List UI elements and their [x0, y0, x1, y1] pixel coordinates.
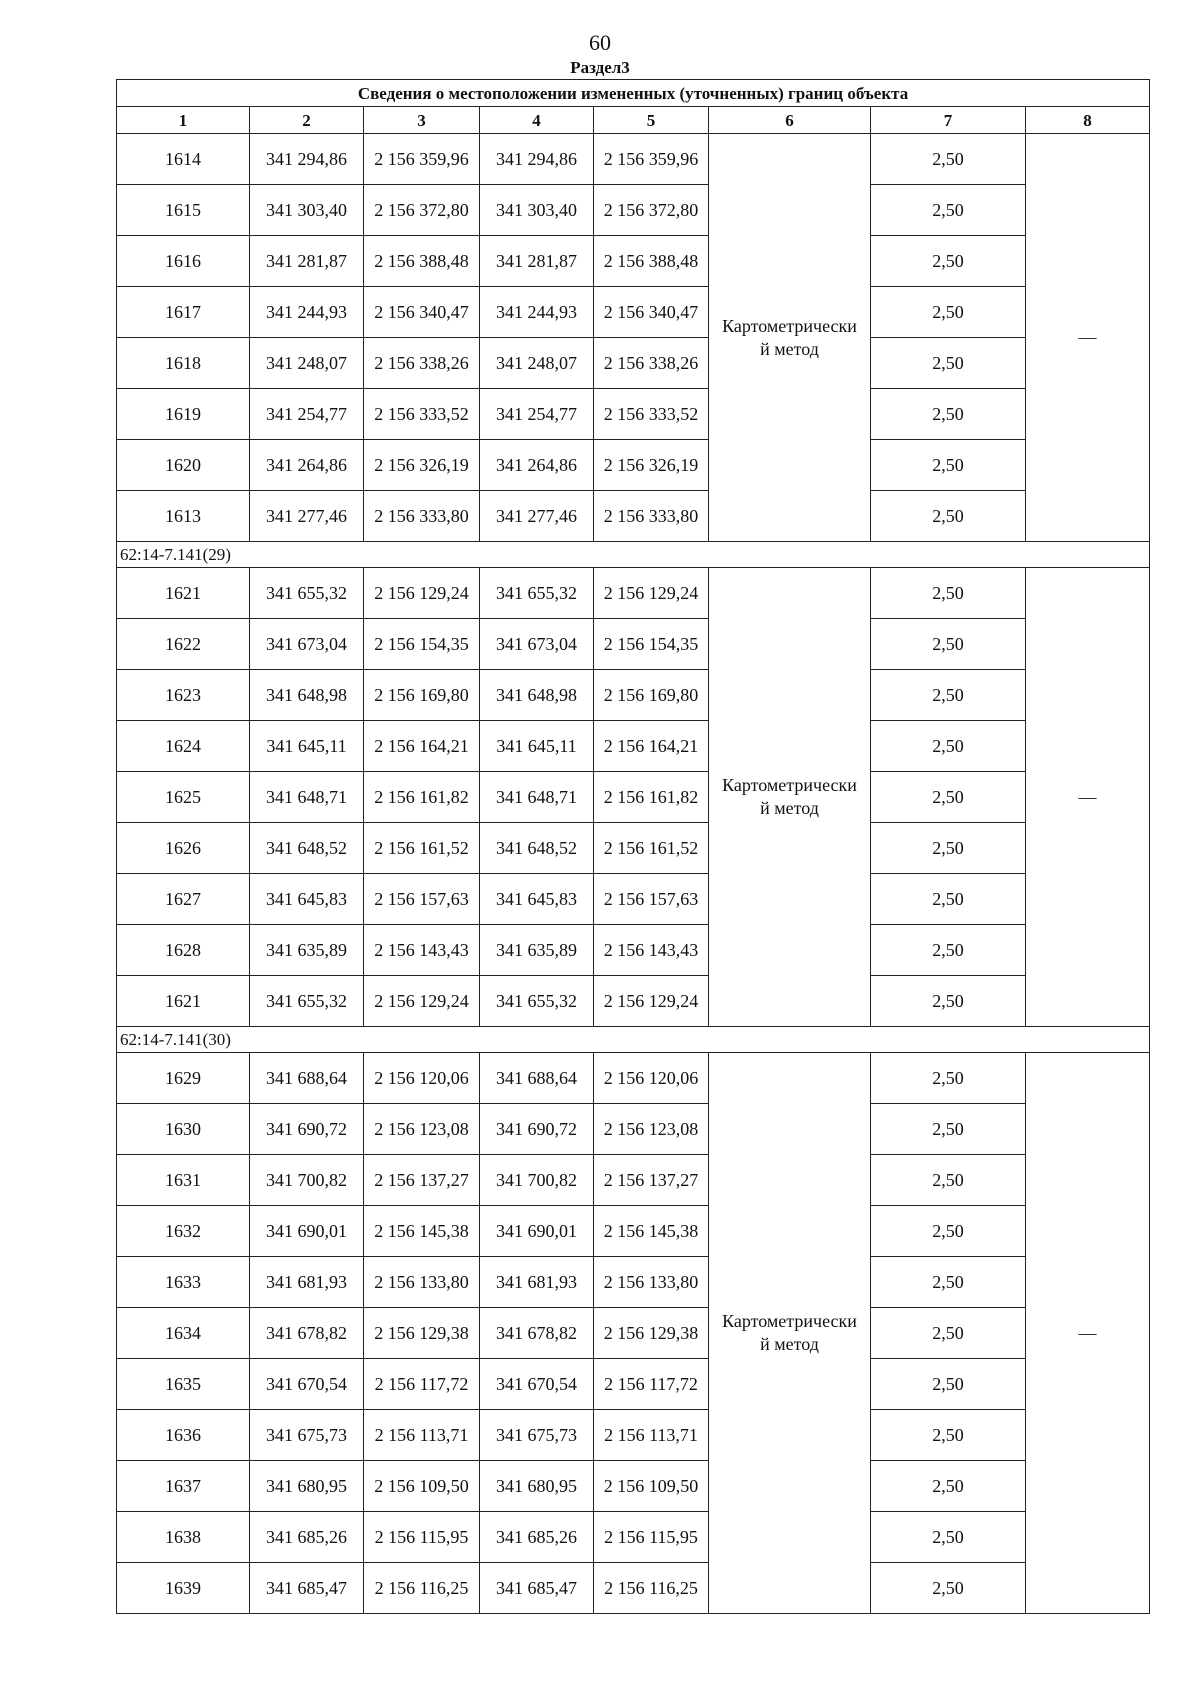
- y-new-cell: 2 156 333,52: [594, 389, 709, 440]
- accuracy-cell: 2,50: [871, 440, 1026, 491]
- point-number-cell: 1629: [117, 1053, 250, 1104]
- column-header-1: 1: [117, 107, 250, 134]
- column-header-7: 7: [871, 107, 1026, 134]
- y-existing-cell: 2 156 333,52: [364, 389, 480, 440]
- y-new-cell: 2 156 145,38: [594, 1206, 709, 1257]
- x-existing-cell: 341 675,73: [250, 1410, 364, 1461]
- y-existing-cell: 2 156 109,50: [364, 1461, 480, 1512]
- x-existing-cell: 341 685,26: [250, 1512, 364, 1563]
- table-row: [117, 670, 1150, 721]
- table-row: [117, 1206, 1150, 1257]
- x-new-cell: 341 635,89: [480, 925, 594, 976]
- table-row: [117, 874, 1150, 925]
- y-existing-cell: 2 156 372,80: [364, 185, 480, 236]
- accuracy-cell: 2,50: [871, 389, 1026, 440]
- point-number-cell: 1626: [117, 823, 250, 874]
- accuracy-cell: 2,50: [871, 925, 1026, 976]
- point-number-cell: 1613: [117, 491, 250, 542]
- y-new-cell: 2 156 338,26: [594, 338, 709, 389]
- y-new-cell: 2 156 113,71: [594, 1410, 709, 1461]
- accuracy-cell: 2,50: [871, 1257, 1026, 1308]
- x-new-cell: 341 680,95: [480, 1461, 594, 1512]
- point-number-cell: 1633: [117, 1257, 250, 1308]
- accuracy-cell: 2,50: [871, 619, 1026, 670]
- x-existing-cell: 341 700,82: [250, 1155, 364, 1206]
- x-new-cell: 341 700,82: [480, 1155, 594, 1206]
- y-new-cell: 2 156 116,25: [594, 1563, 709, 1614]
- method-text-line: Картометрически: [722, 315, 857, 336]
- x-new-cell: 341 678,82: [480, 1308, 594, 1359]
- table-row: [117, 1104, 1150, 1155]
- table-row: [117, 287, 1150, 338]
- table-row: [117, 1512, 1150, 1563]
- x-new-cell: 341 648,71: [480, 772, 594, 823]
- accuracy-cell: 2,50: [871, 1206, 1026, 1257]
- group-label: 62:14-7.141(30): [117, 1027, 1150, 1053]
- accuracy-cell: 2,50: [871, 1053, 1026, 1104]
- accuracy-cell: 2,50: [871, 236, 1026, 287]
- accuracy-cell: 2,50: [871, 185, 1026, 236]
- x-new-cell: 341 294,86: [480, 134, 594, 185]
- y-new-cell: 2 156 157,63: [594, 874, 709, 925]
- x-existing-cell: 341 690,01: [250, 1206, 364, 1257]
- y-new-cell: 2 156 109,50: [594, 1461, 709, 1512]
- y-existing-cell: 2 156 359,96: [364, 134, 480, 185]
- table-row: [117, 823, 1150, 874]
- table-row: [117, 568, 1150, 619]
- x-existing-cell: 341 685,47: [250, 1563, 364, 1614]
- y-new-cell: 2 156 326,19: [594, 440, 709, 491]
- accuracy-cell: 2,50: [871, 772, 1026, 823]
- x-new-cell: 341 254,77: [480, 389, 594, 440]
- x-existing-cell: 341 678,82: [250, 1308, 364, 1359]
- x-existing-cell: 341 680,95: [250, 1461, 364, 1512]
- y-new-cell: 2 156 161,82: [594, 772, 709, 823]
- y-existing-cell: 2 156 113,71: [364, 1410, 480, 1461]
- x-existing-cell: 341 690,72: [250, 1104, 364, 1155]
- y-existing-cell: 2 156 340,47: [364, 287, 480, 338]
- accuracy-cell: 2,50: [871, 134, 1026, 185]
- group-label-row: [117, 542, 1150, 568]
- method-text-line: й метод: [760, 338, 819, 359]
- accuracy-cell: 2,50: [871, 1308, 1026, 1359]
- x-new-cell: 341 281,87: [480, 236, 594, 287]
- method-cell: [709, 568, 871, 1027]
- y-new-cell: 2 156 117,72: [594, 1359, 709, 1410]
- y-existing-cell: 2 156 120,06: [364, 1053, 480, 1104]
- column-header-4: 4: [480, 107, 594, 134]
- x-new-cell: 341 645,83: [480, 874, 594, 925]
- table-row: [117, 236, 1150, 287]
- description-cell: —: [1026, 568, 1150, 1027]
- x-existing-cell: 341 248,07: [250, 338, 364, 389]
- x-new-cell: 341 648,52: [480, 823, 594, 874]
- x-existing-cell: 341 645,11: [250, 721, 364, 772]
- table-row: [117, 1461, 1150, 1512]
- x-new-cell: 341 690,01: [480, 1206, 594, 1257]
- accuracy-cell: 2,50: [871, 1359, 1026, 1410]
- x-new-cell: 341 264,86: [480, 440, 594, 491]
- table-row: [117, 1155, 1150, 1206]
- x-new-cell: 341 244,93: [480, 287, 594, 338]
- y-existing-cell: 2 156 117,72: [364, 1359, 480, 1410]
- table-row: [117, 619, 1150, 670]
- x-new-cell: 341 670,54: [480, 1359, 594, 1410]
- point-number-cell: 1630: [117, 1104, 250, 1155]
- y-new-cell: 2 156 137,27: [594, 1155, 709, 1206]
- x-existing-cell: 341 645,83: [250, 874, 364, 925]
- table-row: [117, 1359, 1150, 1410]
- y-new-cell: 2 156 120,06: [594, 1053, 709, 1104]
- y-existing-cell: 2 156 326,19: [364, 440, 480, 491]
- table-row: [117, 772, 1150, 823]
- x-new-cell: 341 645,11: [480, 721, 594, 772]
- point-number-cell: 1616: [117, 236, 250, 287]
- x-existing-cell: 341 635,89: [250, 925, 364, 976]
- x-existing-cell: 341 277,46: [250, 491, 364, 542]
- y-new-cell: 2 156 161,52: [594, 823, 709, 874]
- accuracy-cell: 2,50: [871, 1461, 1026, 1512]
- x-new-cell: 341 277,46: [480, 491, 594, 542]
- accuracy-cell: 2,50: [871, 1410, 1026, 1461]
- table-row: [117, 976, 1150, 1027]
- x-existing-cell: 341 688,64: [250, 1053, 364, 1104]
- column-header-2: 2: [250, 107, 364, 134]
- point-number-cell: 1623: [117, 670, 250, 721]
- column-header-3: 3: [364, 107, 480, 134]
- accuracy-cell: 2,50: [871, 491, 1026, 542]
- point-number-cell: 1637: [117, 1461, 250, 1512]
- x-existing-cell: 341 294,86: [250, 134, 364, 185]
- x-existing-cell: 341 648,71: [250, 772, 364, 823]
- table-row: [117, 185, 1150, 236]
- y-existing-cell: 2 156 333,80: [364, 491, 480, 542]
- accuracy-cell: 2,50: [871, 568, 1026, 619]
- y-existing-cell: 2 156 161,52: [364, 823, 480, 874]
- point-number-cell: 1636: [117, 1410, 250, 1461]
- table-row: [117, 491, 1150, 542]
- point-number-cell: 1617: [117, 287, 250, 338]
- y-new-cell: 2 156 154,35: [594, 619, 709, 670]
- y-existing-cell: 2 156 157,63: [364, 874, 480, 925]
- point-number-cell: 1628: [117, 925, 250, 976]
- x-new-cell: 341 681,93: [480, 1257, 594, 1308]
- y-existing-cell: 2 156 388,48: [364, 236, 480, 287]
- table-row: [117, 389, 1150, 440]
- point-number-cell: 1618: [117, 338, 250, 389]
- x-existing-cell: 341 254,77: [250, 389, 364, 440]
- y-new-cell: 2 156 333,80: [594, 491, 709, 542]
- y-new-cell: 2 156 133,80: [594, 1257, 709, 1308]
- group-label: 62:14-7.141(29): [117, 542, 1150, 568]
- method-cell: [709, 1053, 871, 1614]
- method-text-line: Картометрически: [722, 1311, 857, 1331]
- table-row: [117, 1257, 1150, 1308]
- column-header-6: 6: [709, 107, 871, 134]
- method-cell: [709, 134, 871, 542]
- page-number: 60: [589, 30, 611, 55]
- y-existing-cell: 2 156 145,38: [364, 1206, 480, 1257]
- x-existing-cell: 341 648,98: [250, 670, 364, 721]
- method-text-line: й метод: [760, 1334, 819, 1354]
- point-number-cell: 1621: [117, 976, 250, 1027]
- boundary-table: [116, 79, 1150, 1614]
- y-existing-cell: 2 156 338,26: [364, 338, 480, 389]
- y-new-cell: 2 156 164,21: [594, 721, 709, 772]
- y-new-cell: 2 156 372,80: [594, 185, 709, 236]
- x-new-cell: 341 655,32: [480, 568, 594, 619]
- section-title: Раздел3: [570, 58, 630, 77]
- x-new-cell: 341 685,26: [480, 1512, 594, 1563]
- y-existing-cell: 2 156 143,43: [364, 925, 480, 976]
- y-existing-cell: 2 156 137,27: [364, 1155, 480, 1206]
- accuracy-cell: 2,50: [871, 721, 1026, 772]
- accuracy-cell: 2,50: [871, 1512, 1026, 1563]
- y-new-cell: 2 156 129,24: [594, 976, 709, 1027]
- table-title: Сведения о местоположении измененных (уточненных) границ объекта: [117, 80, 1150, 107]
- y-existing-cell: 2 156 116,25: [364, 1563, 480, 1614]
- accuracy-cell: 2,50: [871, 670, 1026, 721]
- point-number-cell: 1638: [117, 1512, 250, 1563]
- method-text-line: Картометрически: [722, 775, 857, 795]
- accuracy-cell: 2,50: [871, 1155, 1026, 1206]
- y-new-cell: 2 156 143,43: [594, 925, 709, 976]
- point-number-cell: 1625: [117, 772, 250, 823]
- x-existing-cell: 341 673,04: [250, 619, 364, 670]
- y-new-cell: 2 156 129,38: [594, 1308, 709, 1359]
- point-number-cell: 1615: [117, 185, 250, 236]
- x-new-cell: 341 690,72: [480, 1104, 594, 1155]
- x-existing-cell: 341 244,93: [250, 287, 364, 338]
- x-new-cell: 341 685,47: [480, 1563, 594, 1614]
- y-new-cell: 2 156 359,96: [594, 134, 709, 185]
- x-new-cell: 341 248,07: [480, 338, 594, 389]
- y-new-cell: 2 156 115,95: [594, 1512, 709, 1563]
- y-existing-cell: 2 156 129,24: [364, 568, 480, 619]
- table-header-row: [117, 107, 1150, 134]
- point-number-cell: 1635: [117, 1359, 250, 1410]
- x-existing-cell: 341 648,52: [250, 823, 364, 874]
- description-cell: —: [1026, 134, 1150, 542]
- y-existing-cell: 2 156 154,35: [364, 619, 480, 670]
- x-existing-cell: 341 655,32: [250, 976, 364, 1027]
- point-number-cell: 1627: [117, 874, 250, 925]
- y-new-cell: 2 156 340,47: [594, 287, 709, 338]
- table-row: [117, 134, 1150, 185]
- y-existing-cell: 2 156 123,08: [364, 1104, 480, 1155]
- point-number-cell: 1620: [117, 440, 250, 491]
- y-existing-cell: 2 156 129,24: [364, 976, 480, 1027]
- x-existing-cell: 341 670,54: [250, 1359, 364, 1410]
- point-number-cell: 1632: [117, 1206, 250, 1257]
- point-number-cell: 1624: [117, 721, 250, 772]
- y-existing-cell: 2 156 133,80: [364, 1257, 480, 1308]
- accuracy-cell: 2,50: [871, 976, 1026, 1027]
- group-label-row: [117, 1027, 1150, 1053]
- table-row: [117, 1410, 1150, 1461]
- table-body: [117, 80, 1150, 1614]
- table-row: [117, 440, 1150, 491]
- point-number-cell: 1634: [117, 1308, 250, 1359]
- y-new-cell: 2 156 169,80: [594, 670, 709, 721]
- x-existing-cell: 341 681,93: [250, 1257, 364, 1308]
- x-new-cell: 341 673,04: [480, 619, 594, 670]
- point-number-cell: 1639: [117, 1563, 250, 1614]
- accuracy-cell: 2,50: [871, 1104, 1026, 1155]
- point-number-cell: 1614: [117, 134, 250, 185]
- method-text-line: й метод: [760, 798, 819, 818]
- point-number-cell: 1619: [117, 389, 250, 440]
- x-existing-cell: 341 303,40: [250, 185, 364, 236]
- point-number-cell: 1621: [117, 568, 250, 619]
- y-existing-cell: 2 156 169,80: [364, 670, 480, 721]
- table-row: [117, 925, 1150, 976]
- accuracy-cell: 2,50: [871, 338, 1026, 389]
- point-number-cell: 1631: [117, 1155, 250, 1206]
- accuracy-cell: 2,50: [871, 287, 1026, 338]
- y-new-cell: 2 156 123,08: [594, 1104, 709, 1155]
- table-row: [117, 1053, 1150, 1104]
- description-cell: —: [1026, 1053, 1150, 1614]
- x-new-cell: 341 675,73: [480, 1410, 594, 1461]
- column-header-8: 8: [1026, 107, 1150, 134]
- table-row: [117, 1308, 1150, 1359]
- table-row: [117, 338, 1150, 389]
- y-existing-cell: 2 156 129,38: [364, 1308, 480, 1359]
- table-row: [117, 1563, 1150, 1614]
- column-header-5: 5: [594, 107, 709, 134]
- accuracy-cell: 2,50: [871, 1563, 1026, 1614]
- y-new-cell: 2 156 129,24: [594, 568, 709, 619]
- point-number-cell: 1622: [117, 619, 250, 670]
- y-new-cell: 2 156 388,48: [594, 236, 709, 287]
- x-existing-cell: 341 264,86: [250, 440, 364, 491]
- x-new-cell: 341 688,64: [480, 1053, 594, 1104]
- x-new-cell: 341 648,98: [480, 670, 594, 721]
- y-existing-cell: 2 156 164,21: [364, 721, 480, 772]
- table-title-row: [117, 80, 1150, 107]
- y-existing-cell: 2 156 161,82: [364, 772, 480, 823]
- accuracy-cell: 2,50: [871, 874, 1026, 925]
- x-new-cell: 341 655,32: [480, 976, 594, 1027]
- accuracy-cell: 2,50: [871, 823, 1026, 874]
- x-new-cell: 341 303,40: [480, 185, 594, 236]
- x-existing-cell: 341 655,32: [250, 568, 364, 619]
- y-existing-cell: 2 156 115,95: [364, 1512, 480, 1563]
- x-existing-cell: 341 281,87: [250, 236, 364, 287]
- table-row: [117, 721, 1150, 772]
